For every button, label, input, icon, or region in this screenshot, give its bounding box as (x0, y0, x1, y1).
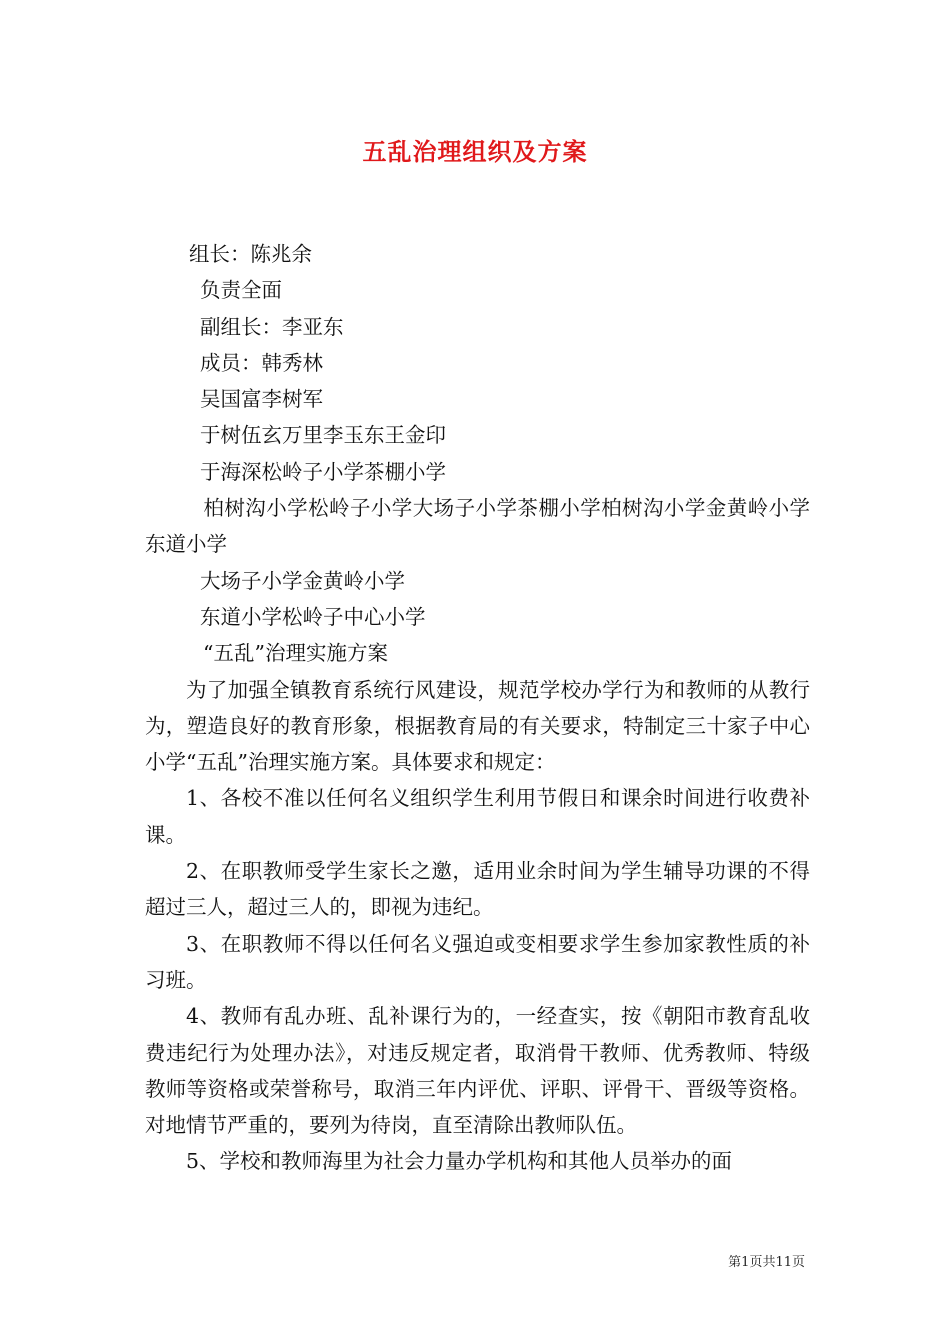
org-schools-line2 (145, 490, 810, 563)
plan-intro: 为了加强全镇教育系统行风建设，规范学校办学行为和教师的从教行为，塑造良好的教育形象，根据教育局的有关要求，特制定三十家子中心小学“五乱”治理实施方案。具体要求和规定： (145, 677, 810, 775)
page-footer: 第1页共11页 (728, 1255, 805, 1270)
org-leader-duty: 负责全面 (200, 278, 282, 303)
org-schools-line1: 于海深松岭子小学茶棚小学 (200, 459, 446, 484)
org-leader: 组长：陈兆余 (189, 242, 312, 266)
document-body (145, 236, 810, 1180)
plan-item-5: 5、学校和教师海里为社会力量办学机构和其他人员举办的面 (186, 1149, 733, 1174)
org-schools-line3: 大场子小学金黄岭小学 (200, 568, 405, 593)
org-members-line3: 于树伍玄万里李玉东王金印 (200, 423, 446, 448)
org-schools-line2-text: 柏树沟小学松岭子小学大场子小学茶棚小学柏树沟小学金黄岭小学东道小学 (145, 496, 810, 557)
plan-item-2: 2、在职教师受学生家长之邀，适用业余时间为学生辅导功课的不得超过三人，超过三人的，即视为违纪。 (145, 859, 810, 920)
org-schools-line4: 东道小学松岭子中心小学 (200, 604, 426, 629)
plan-heading: “五乱”治理实施方案 (203, 641, 388, 666)
plan-item-1: 1、各校不准以任何名义组织学生利用节假日和课余时间进行收费补课。 (145, 786, 810, 847)
plan-item-4: 4、教师有乱办班、乱补课行为的，一经查实，按《朝阳市教育乱收费违纪行为处理办法》，对违反规定者，取消骨干教师、优秀教师、特级教师等资格或荣誉称号，取消三年内评优、评职、评骨干、晋级等资格。对地情节严重的，要列为待岗，直至清除出教师队伍。 (145, 1004, 810, 1138)
plan-item-3: 3、在职教师不得以任何名义强迫或变相要求学生参加家教性质的补习班。 (145, 931, 810, 992)
document-title: 五乱治理组织及方案 (362, 137, 588, 166)
org-members: 成员：韩秀林 (200, 350, 323, 375)
org-deputy: 副组长：李亚东 (200, 314, 344, 339)
org-members-line2: 吴国富李树军 (200, 387, 323, 412)
